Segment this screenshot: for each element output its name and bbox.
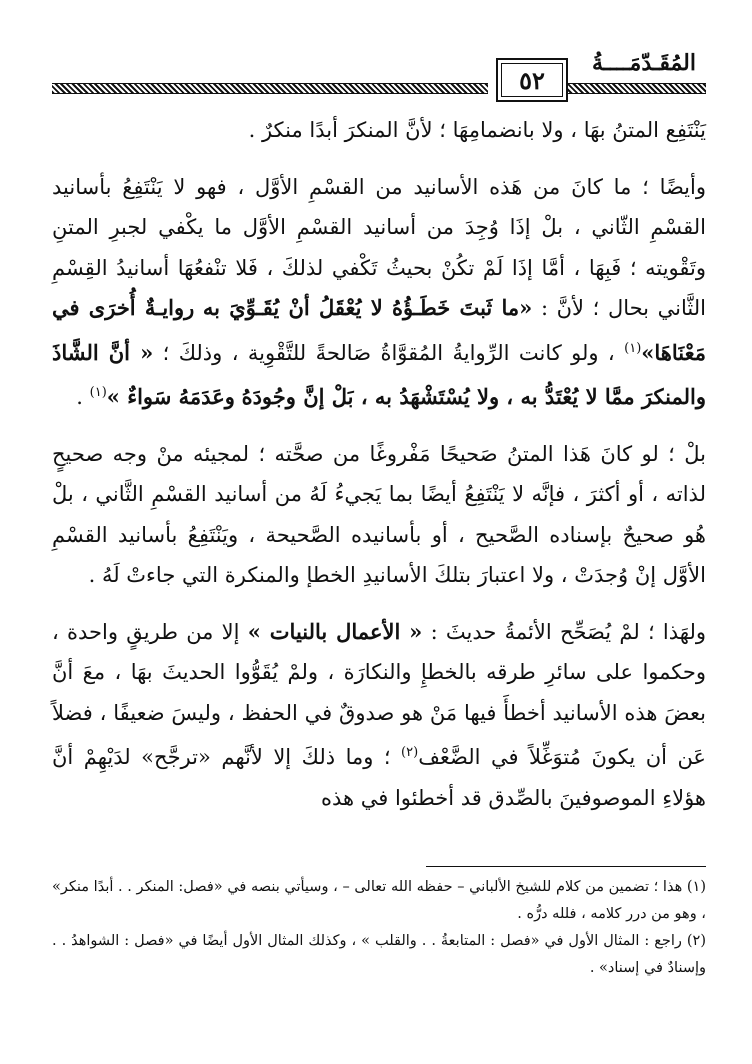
text-line: وليسَ ضعيفًا ، فضلاً عَن أن يكونَ مُتوَغِّلاً في الضَّعْف xyxy=(52,700,706,769)
text-line: واحدة ، وحكموا على سائرِ طرقه بالخطإِ والنكارَة ، ولمْ يُقَوُّوا الحديثَ xyxy=(52,619,706,684)
quote-bold: « الأعمال بالنيات » xyxy=(247,618,423,644)
header-ornament-left xyxy=(52,83,488,94)
text-line: بهَا ، معَ أنَّ بعضَ هذه الأسانيد أخطأَ فيها مَنْ هو صدوقٌ في الحفظ ، xyxy=(52,660,706,725)
footnote-line: المنكر . . أبدًا منكر» ، وهو من درر كلامه ، فلله درُّه . xyxy=(52,879,706,922)
text-line: أسانيدُ القِسْمِ الثَّاني بحال ؛ لأنَّ : xyxy=(52,255,706,320)
chapter-title: المُقَـدّمَــــةُ xyxy=(591,50,696,76)
footnote xyxy=(52,928,706,982)
quote-bold: «ما ثَبتَ خَطَـؤُهُ لا يُعْقَلُ أنْ يُقَـوِّيَ به xyxy=(202,295,533,320)
footnote-line: (١) هذا ؛ تضمين من كلام للشيخ الألباني – حفظه الله تعالى – ، وسيأتي بنصه في «فصل: xyxy=(178,879,706,895)
footnote-ref: (١) xyxy=(89,385,107,400)
text-line: ؛ وما ذلكَ إلا xyxy=(273,745,391,769)
paragraph xyxy=(52,612,706,819)
footnotes xyxy=(52,874,706,982)
text-line: وأيضًا ؛ ما كانَ من هَذه الأسانيد من القسْمِ الأوَّل ، فهو لا يَنْتَفِعُ xyxy=(122,174,706,199)
text-line: الثَّاني ، بلْ هُو صحيحٌ بإسناده الصَّحيح ، أو بأسانيده الصَّحيحة ، ويَنْتَفِعُ xyxy=(52,482,707,547)
text-line: ، ولو كانت الرِّوايةُ المُقوَّاةُ صَالحةً للتَّقْوِية ، xyxy=(231,340,615,365)
text-line: بلْ ؛ لو كانَ هَذا المتنُ صَحيحًا مَفْروغًا من صحَّته ؛ لمجيئه منْ وجه xyxy=(112,441,706,466)
text-line: التي جاءتْ لَهُ . xyxy=(88,563,219,587)
page-number: ٥٢ xyxy=(496,58,568,102)
text-line: بأسانيد القسْمِ الثّاني ، بلْ إذَا وُجِدَ من أسانيد القسْمِ الأوَّل ما يكْفي لجبرِ xyxy=(52,174,706,239)
quote-bold: وعَدَمَهُ سَواءٌ » xyxy=(106,384,235,409)
text-line: إلا من طريقٍ xyxy=(126,619,240,644)
footnote-ref: (١) xyxy=(624,340,642,356)
footnote-divider xyxy=(426,866,706,867)
text-line: بأسانيد القسْمِ الأوَّل إنْ وُجدَتْ ، ولا اعتبارَ بتلكَ الأسانيدِ الخطإ والمنكرة xyxy=(52,522,706,587)
text-line: وذلكَ ؛ xyxy=(162,340,223,365)
page-header xyxy=(52,50,706,94)
text-line: لأنَّهم «ترجَّح» لدَيْهِمْ أنَّ هؤلاءِ الموصوفينَ بالصِّدق قد أخطئوا في هذه xyxy=(52,745,706,810)
quote-bold: روايـةٌ أُخرَى في مَعْنَاهَا» xyxy=(52,295,706,365)
main-text xyxy=(52,110,706,818)
footnote-ref: (٢) xyxy=(401,745,419,760)
footnote-line: (٢) راجع : المثال الأول في «فصل : المتابعةُ . . والقلب » ، وكذلك المثال الأول أيضًا في xyxy=(178,933,707,949)
paragraph xyxy=(52,167,706,418)
text-line: المتنِ وتَقْويته ؛ فَبِهَا ، أمَّا إذَا لَمْ تكُنْ بحيثُ تَكْفي لذلكَ ، فَلا تنْفعُهَا xyxy=(52,215,706,280)
paragraph xyxy=(52,434,706,596)
text-line: . xyxy=(76,385,83,409)
footnote xyxy=(52,874,706,928)
text-line: يَنْتَفِع المتنُ بهَا ، ولا بانضمامِهَا ؛ لأنَّ المنكرَ أبدًا منكرٌ . xyxy=(248,118,706,142)
paragraph xyxy=(52,110,706,151)
text-line: ولهَذا ؛ لمْ يُصَحِّح الأئمةُ حديثَ : xyxy=(430,619,706,644)
text-line: صحيحٍ لذاته ، أو أكثرَ ، فإنَّه لا يَنْتَفِعُ أيضًا بما يَجيءُ لَهُ من أسانيد القسْمِ xyxy=(52,441,706,506)
footnote-line: «فصل : الشواهدُ . . وإسنادٌ في إسناد» . xyxy=(52,933,706,976)
quote-bold: « أنَّ الشَّاذَ والمنكرَ ممَّا لا يُعْتَدُّ به ، ولا يُسْتَشْهَدُ به ، بَلْ إنَّ وجُودَهُ xyxy=(52,339,706,409)
